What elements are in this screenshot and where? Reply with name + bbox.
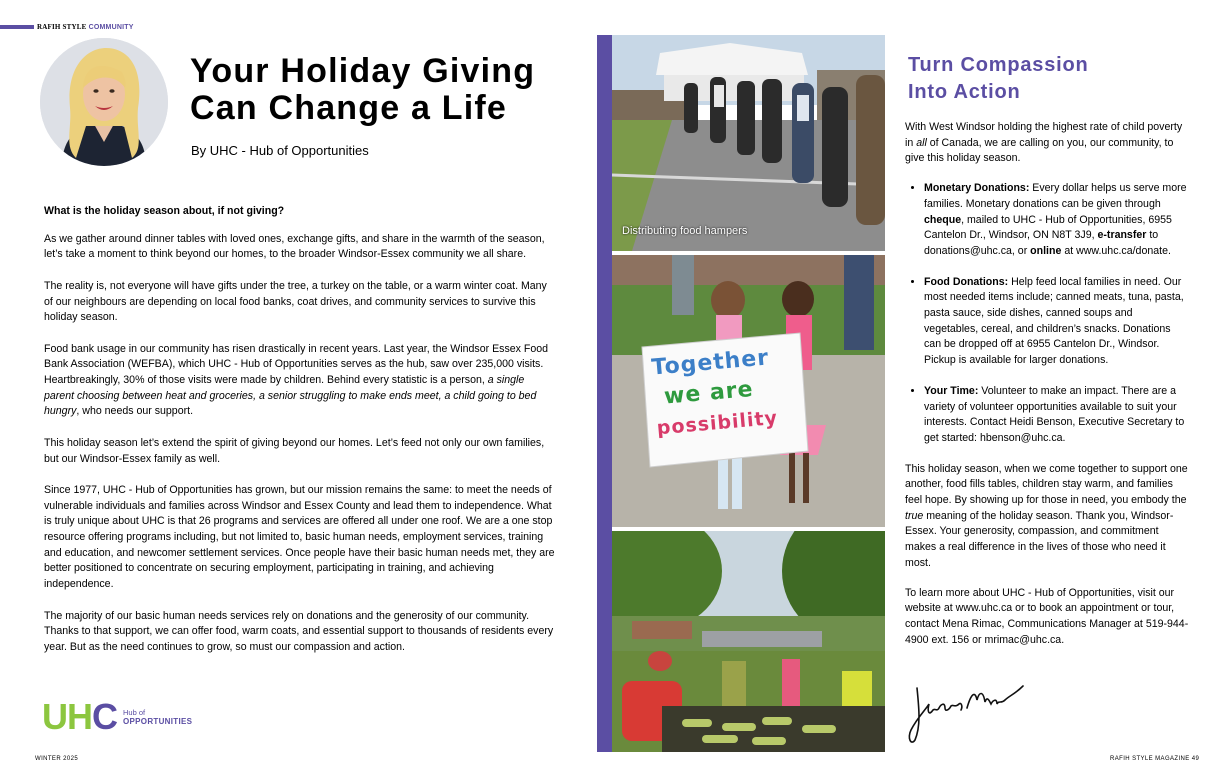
photo-caption: Distributing food hampers xyxy=(622,225,748,237)
sign-line-2: we are xyxy=(663,376,755,410)
logo-mark: UHC xyxy=(42,696,117,737)
sidebar-intro: With West Windsor holding the highest rate of child poverty in all of Canada, we are calling on you, our community, to give this holiday season. xyxy=(905,121,1183,165)
uhc-logo xyxy=(42,696,193,737)
list-item-food: • Food Donations: Help feed local families in need. Our most needed items include; canned meats, tuna, pasta, pasta sauce, side dishes, canned soups and vegetables, cereal, and children’s snacks. Donations can be dropped off at 6955 Cantelon Dr., Windsor. Pickup is available for larger donations. xyxy=(924,275,1189,369)
article-title xyxy=(190,53,570,127)
sidebar-closing: This holiday season, when we come together to support one another, food fills tables, children stay warm, and families feel hope. By showing up for those in need, you embody the true meaning of the holiday season. Thank you, Windsor-Essex. Your generosity, compassion, and commitment makes a real difference in the lives of those who need it most. xyxy=(905,462,1188,569)
sign-line-1: Together xyxy=(650,345,771,381)
section-name: COMMUNITY xyxy=(88,24,134,31)
sign-line-3: possibility xyxy=(655,406,779,440)
donation-options-list xyxy=(905,181,1189,447)
article-paragraph: The reality is, not everyone will have gifts under the tree, a turkey on the table, or a warm winter coat. Many of our neighbours are depending on local food banks, coat drives, and community services to survive this holiday season. xyxy=(44,279,547,324)
list-item-time: • Your Time: Volunteer to make an impact. There are a variety of volunteer opportunities available to suit your interests. Contact Heidi Benson, Executive Secretary to get started: hbenson@uhc.ca. xyxy=(924,384,1189,447)
article-title-line-2: Can Change a Life xyxy=(190,89,508,127)
article-lead: What is the holiday season about, if not giving? xyxy=(44,205,285,217)
author-portrait xyxy=(40,38,168,166)
photo-food-hamper-line xyxy=(612,35,885,251)
photo-accent-stripe xyxy=(597,35,612,752)
publication-name: RAFIH STYLE xyxy=(37,23,87,31)
sidebar-title: Turn Compassion Into Action xyxy=(908,54,1089,103)
article-paragraph: The majority of our basic human needs services rely on donations and the generosity of our community. Thanks to that support, we can offer food, warm coats, and essential support to thousands of residents every year. But as the need continues to grow, so must our compassion and action. xyxy=(44,609,554,653)
photo-children-sign xyxy=(612,255,885,527)
emphasis-text: a single parent choosing between heat and groceries, a senior struggling to make ends meet, a child going to bed hungry xyxy=(44,374,537,418)
header-accent-bar xyxy=(0,25,34,29)
sidebar-contact: To learn more about UHC - Hub of Opportunities, visit our website at www.uhc.ca or to book an appointment or tour, contact Mena Rimac, Communications Manager at 519-944-4900 ext. 156 or mrimac@uhc.ca. xyxy=(905,586,1189,646)
article-body xyxy=(44,204,556,671)
footer-page: RAFIH STYLE MAGAZINE 49 xyxy=(1110,756,1200,762)
article-paragraph: Food bank usage in our community has risen drastically in recent years. Last year, the Windsor Essex Food Bank Association (WEFBA), which UHC - Hub of Opportunities serves as the hub, saw over 235,000 visits. Heartbreakingly, 30% of those visits were made by children. Behind every statistic is a person, a single parent choosing between heat and groceries, a senior struggling to make ends meet, a child going to bed hungry, who needs our support. xyxy=(44,342,549,418)
signature-graphic xyxy=(905,678,1030,748)
list-item-monetary: • Monetary Donations: Every dollar helps us serve more families. Monetary donations can be given through cheque, mailed to UHC - Hub of Opportunities, 6955 Cantelon Dr., Windsor, ON N8T 3J9, e-transfer to donations@uhc.ca, or online at www.uhc.ca/donate. xyxy=(924,181,1189,260)
article-byline: By UHC - Hub of Opportunities xyxy=(191,143,369,158)
sidebar-body xyxy=(905,120,1189,662)
photo-volunteers-corn xyxy=(612,531,885,752)
article-title-line-1: Your Holiday Giving xyxy=(190,52,536,90)
logo-subtitle: Hub of OPPORTUNITIES xyxy=(123,708,193,726)
sign-text xyxy=(650,341,807,444)
footer-issue: WINTER 2025 xyxy=(35,756,79,762)
article-paragraph: This holiday season let’s extend the spirit of giving beyond our homes. Let’s feed not only our own families, but our Windsor-Essex family as well. xyxy=(44,436,545,465)
article-paragraph: As we gather around dinner tables with loved ones, exchange gifts, and share in the warmth of the season, let’s take a moment to think beyond our homes, to the broader Windsor-Essex community we all share. xyxy=(44,232,545,261)
article-paragraph: Since 1977, UHC - Hub of Opportunities has grown, but our mission remains the same: to meet the needs of vulnerable individuals and families across Windsor and Essex County and lead them to independence. What is truly unique about UHC is that 26 programs and services are offered all under one roof. We are a one stop resource offering programs including, but not limited to, basic human needs, employment services, training and education, and newcomer settlement services. Once people have their basic human needs met, they are better positioned to concentrate on securing employment, participating in training, and achieving independence. xyxy=(44,483,555,591)
section-tag xyxy=(37,23,134,31)
